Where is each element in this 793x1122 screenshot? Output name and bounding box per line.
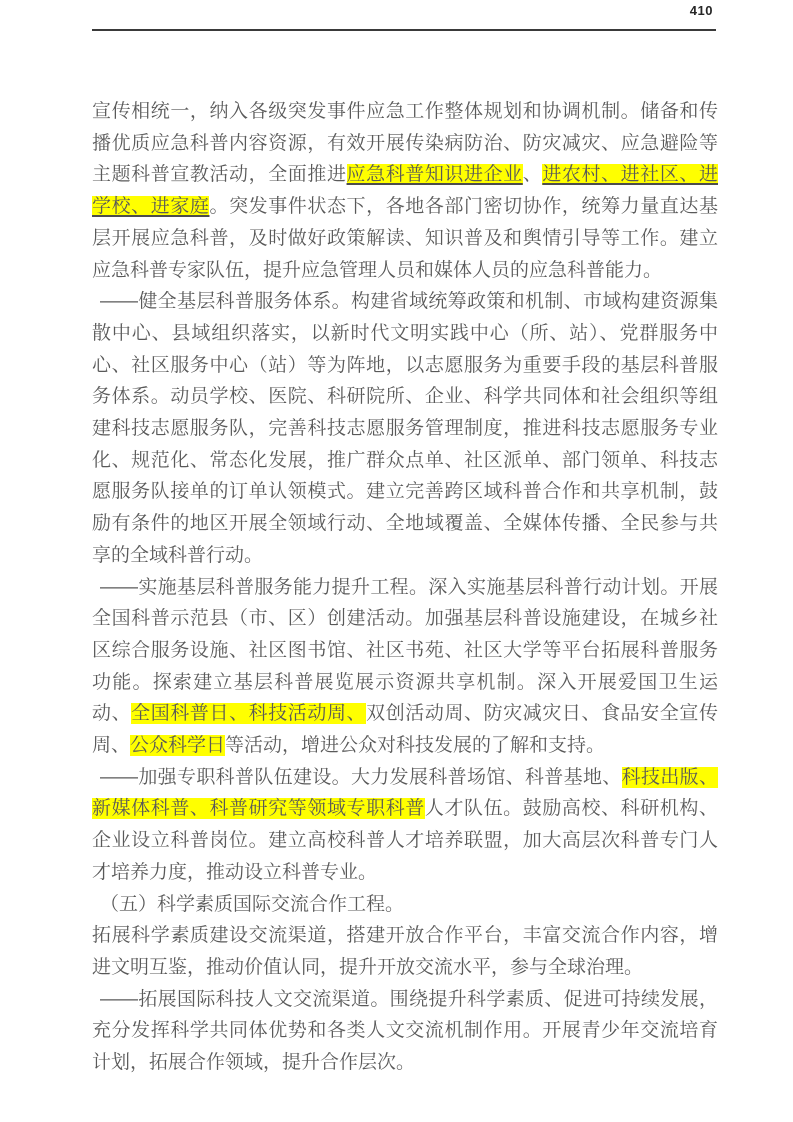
paragraph [92,984,718,1079]
paragraph [92,572,718,762]
page-number: 410 [689,3,713,18]
text-run: 宣传相统一，纳入各级突发事件应急工作整体规划和协调机制。储备和传播优质应急科普内容资源，有效开展传染病防治、防灾减灾、应急避险等主题科普宣教活动，全面推进 [92,101,718,186]
text-run: 拓展科学素质建设交流渠道，搭建开放合作平台，丰富交流合作内容，增进文明互鉴，推动价值认同，提升开放交流水平，参与全球治理。 [92,925,718,978]
header-divider [92,29,716,31]
text-run: ——拓展国际科技人文交流渠道。围绕提升科学素质、促进可持续发展，充分发挥科学共同体优势和各类人文交流机制作用。开展青少年交流培育计划，拓展合作领域，提升合作层次。 [92,988,718,1074]
text-run: 、 [522,164,543,186]
paragraph [92,889,718,921]
paragraph [92,96,718,286]
highlighted-text: 全国科普日、科技活动周、 [131,703,367,725]
paragraph [92,920,718,983]
highlighted-text: 公众科学日 [130,735,226,757]
highlighted-text: 进农村、进社区、进学校、进家庭 [92,164,718,218]
document-body [92,96,718,1079]
text-run: ——加强专职科普队伍建设。大力发展科普场馆、科普基地、 [100,766,622,788]
text-run: ——健全基层科普服务体系。构建省域统筹政策和机制、市域构建资源集散中心、县域组织落实，以新时代文明实践中心（所、站）、党群服务中心、社区服务中心（站）等为阵地，以志愿服务为重要手段的基层科普服务体系。动员学校、医院、科研院所、企业、科学共同体和社会组织等组建科技志愿服务队，完善科技志愿服务管理制度，推进科技志愿服务专业化、规范化、常态化发展，推广群众点单、社区派单、部门领单、科技志愿服务队接单的订单认领模式。建立完善跨区域科普合作和共享机制，鼓励有条件的地区开展全领域行动、全地域覆盖、全媒体传播、全民参与共享的全域科普行动。 [92,291,718,566]
paragraph [92,762,718,889]
text-run: 人才队伍。鼓励高校、科研机构、企业设立科普岗位。建立高校科普人才培养联盟，加大高层次科普专门人才培养力度，推动设立科普专业。 [92,798,718,883]
highlighted-text: 科技出版、新媒体科普、科普研究等领域专职科普 [92,766,718,820]
text-run: ——实施基层科普服务能力提升工程。深入实施基层科普行动计划。开展全国科普示范县（市、区）创建活动。加强基层科普设施建设，在城乡社区综合服务设施、社区图书馆、社区书苑、社区大学等平台拓展科普服务功能。探索建立基层科普展览展示资源共享机制。深入开展爱国卫生运动、 [92,576,718,725]
text-run: 双创活动周、防灾减灾日、食品安全宣传周、 [92,703,718,757]
text-run: 。突发事件状态下，各地各部门密切协作，统筹力量直达基层开展应急科普，及时做好政策解读、知识普及和舆情引导等工作。建立应急科普专家队伍，提升应急管理人员和媒体人员的应急科普能力。 [92,196,718,281]
text-run: （五）科学素质国际交流合作工程。 [100,893,405,915]
text-run: 等活动，增进公众对科技发展的了解和支持。 [225,735,606,757]
highlighted-text: 应急科普知识进企业 [346,164,523,186]
paragraph [92,286,718,571]
